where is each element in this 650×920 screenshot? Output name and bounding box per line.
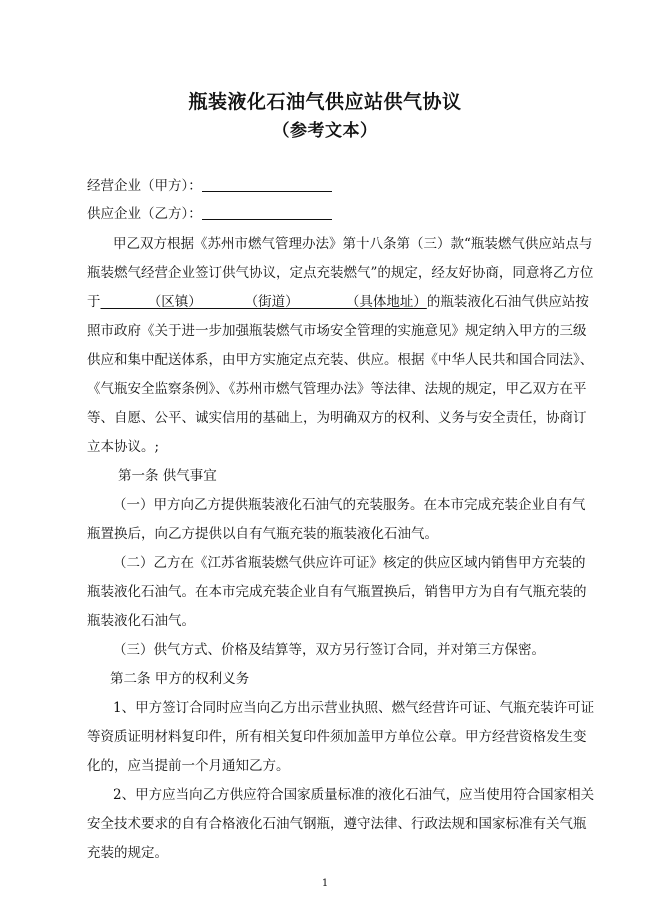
preamble-line: 照市政府《关于进一步加强瓶装燃气市场安全管理的实施意见》规定纳入甲方的三级	[87, 323, 587, 339]
preamble-line: 瓶装燃气经营企业签订供气协议，定点充装燃气”的规定，经友好协商，同意将乙方位	[87, 265, 594, 281]
party-b-label: 供应企业（乙方）：	[87, 206, 202, 222]
address-blank-fields: （区镇） （街道） （具体地址）	[100, 294, 427, 310]
party-b-line	[87, 205, 332, 223]
article-2-item-1: 等资质证明材料复印件，所有相关复印件须加盖甲方单位公章。甲方经营资格发生变	[87, 729, 587, 745]
article-1-item-2: 瓶装液化石油气。	[87, 613, 195, 629]
article-1-heading: 第一条 供气事宜	[118, 468, 217, 484]
party-a-line	[87, 177, 332, 195]
party-b-blank	[202, 205, 332, 220]
article-2-heading: 第二条 甲方的权利义务	[110, 671, 250, 687]
article-1-item-2: （二）乙方在《江苏省瓶装燃气供应许可证》核定的供应区域内销售甲方充装的	[113, 555, 586, 571]
preamble-line: 甲乙双方根据《苏州市燃气管理办法》第十八条第（三）款“瓶装燃气供应站点与	[113, 236, 593, 252]
article-2-item-2: 安全技术要求的自有合格液化石油气钢瓶，遵守法律、行政法规和国家标准有关气瓶	[87, 816, 587, 832]
article-2-item-1: 化的，应当提前一个月通知乙方。	[87, 758, 290, 774]
article-1-item-1: 瓶置换后，向乙方提供以自有气瓶充装的瓶装液化石油气。	[87, 526, 438, 542]
article-2-item-1: 1、甲方签订合同时应当向乙方出示营业执照、燃气经营许可证、气瓶充装许可证	[113, 700, 595, 716]
article-1-item-2: 瓶装液化石油气。在本市完成充装企业自有气瓶置换后，销售甲方为自有气瓶充装的	[87, 584, 587, 600]
article-2-item-2: 2、甲方应当向乙方供应符合国家质量标准的液化石油气，应当使用符合国家相关	[113, 787, 595, 803]
article-1-item-1: （一）甲方向乙方提供瓶装液化石油气的充装服务。在本市完成充装企业自有气	[113, 497, 586, 513]
party-a-label: 经营企业（甲方）：	[87, 178, 202, 194]
preamble-line: 《气瓶安全监察条例》、《苏州市燃气管理办法》等法律、法规的规定，甲乙双方在平	[87, 381, 587, 397]
preamble-line: 供应和集中配送体系，由甲方实施定点充装、供应。根据《中华人民共和国合同法》、	[87, 352, 594, 368]
article-1-item-3: （三）供气方式、价格及结算等，双方另行签订合同，并对第三方保密。	[113, 642, 545, 658]
preamble-line: 等、自愿、公平、诚实信用的基础上，为明确双方的权利、义务与安全责任，协商订	[87, 410, 587, 426]
party-a-blank	[202, 177, 332, 192]
preamble-line: 立本协议。;	[87, 439, 160, 455]
article-2-item-2: 充装的规定。	[87, 845, 168, 861]
document-subtitle: （参考文本）	[272, 121, 378, 141]
address-suffix: 的瓶装液化石油气供应站按	[426, 294, 589, 310]
address-prefix: 于	[87, 294, 101, 310]
preamble-line-address	[87, 293, 589, 311]
document-title: 瓶装液化石油气供应站供气协议	[188, 91, 462, 113]
page-number: 1	[321, 878, 329, 889]
